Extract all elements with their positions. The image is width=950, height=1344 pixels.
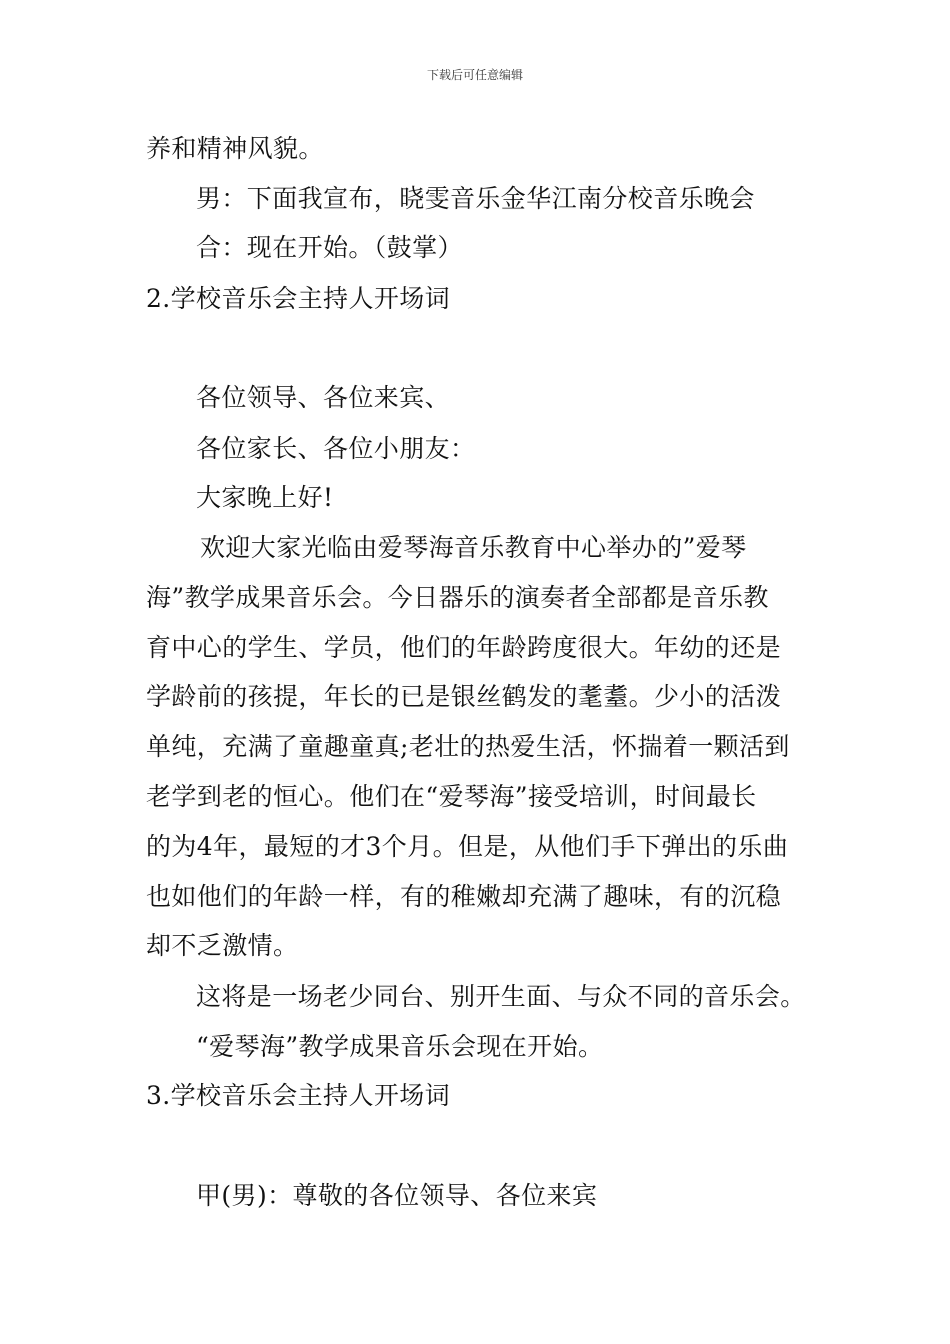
page-header: 下载后可任意编辑 xyxy=(426,68,523,82)
text-line: 的为4年，最短的才3个月。但是，从他们手下弹出的乐曲 xyxy=(146,832,789,861)
text-line: 也如他们的年龄一样，有的稚嫩却充满了趣味，有的沉稳 xyxy=(146,882,782,911)
text-line: 各位家长、各位小朋友： xyxy=(196,434,476,463)
section-heading: 2.学校音乐会主持人开场词 xyxy=(146,284,451,313)
text-line: “爱琴海”教学成果音乐会现在开始。 xyxy=(196,1032,604,1061)
text-line: 男：下面我宣布，晓雯音乐金华江南分校音乐晚会 xyxy=(196,184,755,213)
text-line: 养和精神风貌。 xyxy=(146,134,324,163)
section-heading: 3.学校音乐会主持人开场词 xyxy=(146,1081,451,1110)
text-line: 单纯，充满了童趣童真;老壮的热爱生活，怀揣着一颗活到 xyxy=(146,732,790,761)
text-line: 欢迎大家光临由爱琴海音乐教育中心举办的”爱琴 xyxy=(200,533,747,562)
text-line: 甲(男)：尊敬的各位领导、各位来宾 xyxy=(196,1181,598,1210)
text-line: 海”教学成果音乐会。今日器乐的演奏者全部都是音乐教 xyxy=(146,583,769,612)
text-line: 合：现在开始。（鼓掌） xyxy=(196,233,463,262)
text-line: 大家晚上好! xyxy=(196,483,334,512)
text-line: 这将是一场老少同台、别开生面、与众不同的音乐会。 xyxy=(196,982,806,1011)
text-line: 老学到老的恒心。他们在“爱琴海”接受培训，时间最长 xyxy=(146,782,757,811)
text-line: 却不乏激情。 xyxy=(146,931,299,960)
text-line: 育中心的学生、学员，他们的年龄跨度很大。年幼的还是 xyxy=(146,633,782,662)
text-line: 各位领导、各位来宾、 xyxy=(196,383,451,412)
text-line: 学龄前的孩提，年长的已是银丝鹤发的耄耋。少小的活泼 xyxy=(146,682,782,711)
